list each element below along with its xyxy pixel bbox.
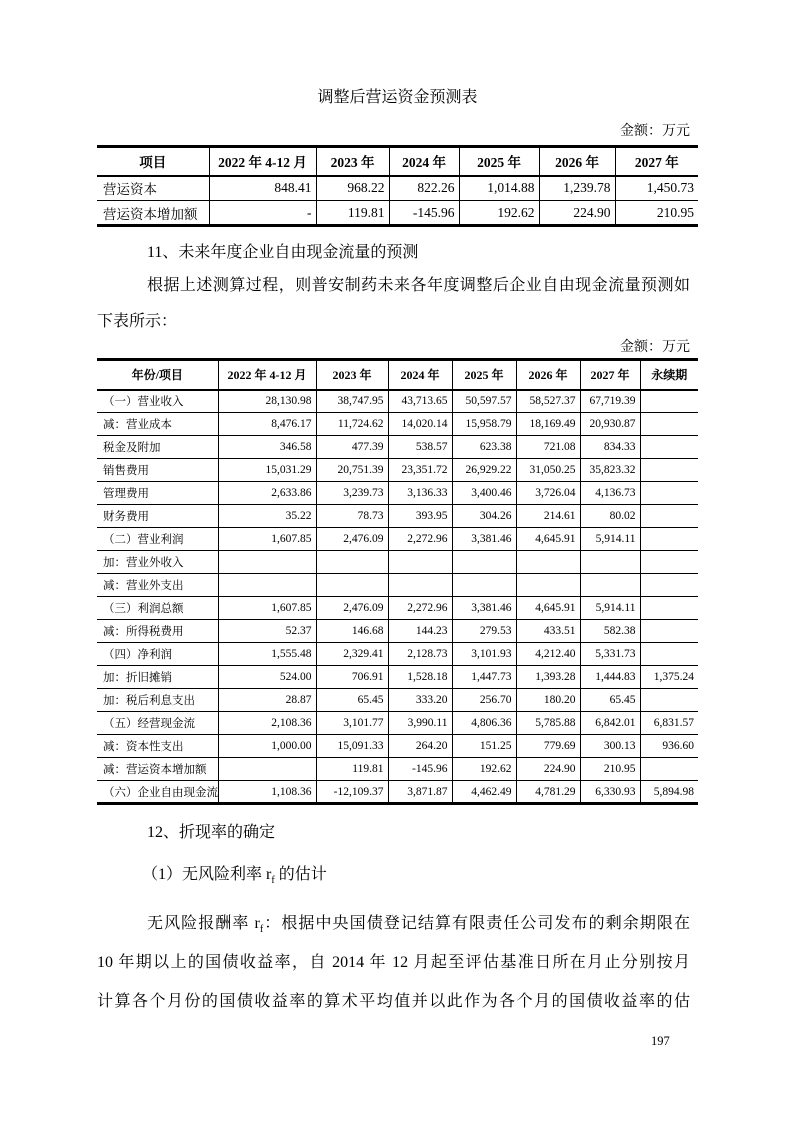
cell-value: 58,527.37 bbox=[516, 390, 580, 413]
cell-value: 3,990.11 bbox=[388, 712, 452, 735]
cell-value: 2,272.96 bbox=[388, 528, 452, 551]
cell-value: 224.90 bbox=[516, 758, 580, 781]
cell-value: -145.96 bbox=[388, 758, 452, 781]
table-row bbox=[97, 505, 698, 528]
cell-value: 180.20 bbox=[516, 689, 580, 712]
row-label: 销售费用 bbox=[97, 459, 218, 482]
row-label: 减：资本性支出 bbox=[97, 735, 218, 758]
cell-value: 146.68 bbox=[316, 620, 388, 643]
row-label: 加：折旧摊销 bbox=[97, 666, 218, 689]
cell-value: 15,031.29 bbox=[218, 459, 316, 482]
cell-value: 304.26 bbox=[452, 505, 516, 528]
cell-value: 119.81 bbox=[316, 758, 388, 781]
cell-value: 210.95 bbox=[615, 201, 698, 226]
row-label: 减：营业外支出 bbox=[97, 574, 218, 597]
table-row bbox=[97, 413, 698, 436]
subsection-heading-risk-free-rate bbox=[97, 864, 698, 886]
cell-value: 1,607.85 bbox=[218, 597, 316, 620]
cell-value: 26,929.22 bbox=[452, 459, 516, 482]
cell-value: 1,607.85 bbox=[218, 528, 316, 551]
table-row bbox=[97, 176, 698, 201]
cell-value: 433.51 bbox=[516, 620, 580, 643]
cell-value bbox=[640, 413, 698, 436]
table-row bbox=[97, 436, 698, 459]
cell-value: 3,101.93 bbox=[452, 643, 516, 666]
cell-value: 279.53 bbox=[452, 620, 516, 643]
cell-value: 3,381.46 bbox=[452, 597, 516, 620]
cell-value: 4,645.91 bbox=[516, 597, 580, 620]
row-label: （四）净利润 bbox=[97, 643, 218, 666]
cell-value: 822.26 bbox=[389, 176, 459, 201]
cell-value: 78.73 bbox=[316, 505, 388, 528]
cell-value: 65.45 bbox=[316, 689, 388, 712]
cell-value: 4,806.36 bbox=[452, 712, 516, 735]
cell-value bbox=[218, 574, 316, 597]
unit-label-top: 金额：万元 bbox=[620, 124, 690, 139]
cell-value bbox=[640, 505, 698, 528]
cell-value: 192.62 bbox=[452, 758, 516, 781]
cell-value: 346.58 bbox=[218, 436, 316, 459]
cell-value: 936.60 bbox=[640, 735, 698, 758]
row-label: 减：所得税费用 bbox=[97, 620, 218, 643]
cell-value: 35,823.32 bbox=[580, 459, 640, 482]
table-row bbox=[97, 201, 698, 226]
cell-value bbox=[388, 551, 452, 574]
column-header: 项目 bbox=[97, 147, 209, 176]
cell-value: 1,108.36 bbox=[218, 781, 316, 804]
cell-value: 968.22 bbox=[316, 176, 389, 201]
cell-value: 3,871.87 bbox=[388, 781, 452, 804]
table-row bbox=[97, 666, 698, 689]
column-header: 2024 年 bbox=[389, 147, 459, 176]
cell-value: 1,239.78 bbox=[539, 176, 615, 201]
table-row bbox=[97, 781, 698, 804]
cell-value: 834.33 bbox=[580, 436, 640, 459]
cell-value bbox=[640, 459, 698, 482]
cell-value: 256.70 bbox=[452, 689, 516, 712]
row-label: 管理费用 bbox=[97, 482, 218, 505]
row-label: 减：营业成本 bbox=[97, 413, 218, 436]
cell-value: 8,476.17 bbox=[218, 413, 316, 436]
cell-value: 6,831.57 bbox=[640, 712, 698, 735]
cell-value: 3,239.73 bbox=[316, 482, 388, 505]
column-header: 永续期 bbox=[640, 360, 698, 390]
cell-value bbox=[316, 574, 388, 597]
cell-value: 4,645.91 bbox=[516, 528, 580, 551]
cell-value: 18,169.49 bbox=[516, 413, 580, 436]
cell-value: 779.69 bbox=[516, 735, 580, 758]
working-capital-table bbox=[97, 145, 698, 227]
cell-value: 119.81 bbox=[316, 201, 389, 226]
cell-value: 1,450.73 bbox=[615, 176, 698, 201]
cell-value: 15,091.33 bbox=[316, 735, 388, 758]
cell-value: 4,136.73 bbox=[580, 482, 640, 505]
cell-value bbox=[640, 620, 698, 643]
cell-value bbox=[640, 643, 698, 666]
cell-value: 582.38 bbox=[580, 620, 640, 643]
cell-value: 3,726.04 bbox=[516, 482, 580, 505]
row-label: 营运资本 bbox=[97, 176, 209, 201]
column-header: 2022 年 4-12 月 bbox=[218, 360, 316, 390]
cell-value: 2,476.09 bbox=[316, 597, 388, 620]
column-header: 2027 年 bbox=[615, 147, 698, 176]
rf-paragraph-line-3: 计算各个月份的国债收益率的算术平均值并以此作为各个月的国债收益率的估 bbox=[97, 993, 690, 1010]
row-label: 营运资本增加额 bbox=[103, 206, 198, 222]
cell-value: 623.38 bbox=[452, 436, 516, 459]
unit-label-middle: 金额：万元 bbox=[620, 340, 690, 355]
table-row bbox=[97, 551, 698, 574]
cell-value: 11,724.62 bbox=[316, 413, 388, 436]
column-header: 2025 年 bbox=[452, 360, 516, 390]
cell-value bbox=[516, 551, 580, 574]
column-header: 2024 年 bbox=[388, 360, 452, 390]
row-label: （六）企业自由现金流 bbox=[103, 786, 218, 799]
cell-value: 28,130.98 bbox=[218, 390, 316, 413]
row-label: 财务费用 bbox=[97, 505, 218, 528]
column-header: 2022 年 4-12 月 bbox=[209, 147, 316, 176]
table-row bbox=[97, 574, 698, 597]
paragraph-text-suffix: ：根据中央国债登记结算有限责任公司发布的剩余期限在 bbox=[263, 915, 690, 932]
cell-value: 5,914.11 bbox=[580, 528, 640, 551]
rf-paragraph-line-1 bbox=[97, 904, 690, 943]
cell-value: 333.20 bbox=[388, 689, 452, 712]
cell-value: 1,447.73 bbox=[452, 666, 516, 689]
cell-value: 1,528.18 bbox=[388, 666, 452, 689]
intro-paragraph-line-1: 根据上述测算过程，则普安制药未来各年度调整后企业自由现金流量预测如 bbox=[147, 277, 690, 294]
cell-value bbox=[452, 574, 516, 597]
row-label: 加：营业外收入 bbox=[97, 551, 218, 574]
section-heading-12: 12、折现率的确定 bbox=[147, 824, 276, 841]
page-number: 197 bbox=[651, 1034, 670, 1048]
cell-value: 28.87 bbox=[218, 689, 316, 712]
cell-value: 67,719.39 bbox=[580, 390, 640, 413]
cell-value bbox=[580, 551, 640, 574]
risk-free-rate-paragraph bbox=[97, 904, 698, 1021]
section-heading-11: 11、未来年度企业自由现金流量的预测 bbox=[147, 244, 419, 261]
cell-value: 300.13 bbox=[580, 735, 640, 758]
cell-value: 65.45 bbox=[580, 689, 640, 712]
rf-paragraph-line-2: 10 年期以上的国债收益率，自 2014 年 12 月起至评估基准日所在月止分别按月 bbox=[97, 954, 690, 971]
cell-value bbox=[218, 551, 316, 574]
cell-value bbox=[452, 551, 516, 574]
column-header: 2023 年 bbox=[316, 147, 389, 176]
cell-value: 1,375.24 bbox=[640, 666, 698, 689]
cell-value: 6,842.01 bbox=[580, 712, 640, 735]
cell-value: 52.37 bbox=[218, 620, 316, 643]
cell-value: 1,000.00 bbox=[218, 735, 316, 758]
free-cash-flow-table bbox=[97, 358, 698, 805]
cell-value: 224.90 bbox=[539, 201, 615, 226]
column-header: 2026 年 bbox=[539, 147, 615, 176]
cell-value bbox=[640, 574, 698, 597]
cell-value: 538.57 bbox=[388, 436, 452, 459]
cell-value: 2,272.96 bbox=[388, 597, 452, 620]
row-label: （二）营业利润 bbox=[97, 528, 218, 551]
heading-text-prefix: （1）无风险利率 r bbox=[142, 866, 272, 883]
table-row bbox=[97, 528, 698, 551]
cell-value: 477.39 bbox=[316, 436, 388, 459]
cell-value: 2,633.86 bbox=[218, 482, 316, 505]
table-row bbox=[97, 597, 698, 620]
cell-value bbox=[516, 574, 580, 597]
cell-value: 35.22 bbox=[218, 505, 316, 528]
cell-value: 192.62 bbox=[459, 201, 539, 226]
cell-value: 144.23 bbox=[388, 620, 452, 643]
cell-value: 15,958.79 bbox=[452, 413, 516, 436]
subscript-f: f bbox=[271, 875, 275, 887]
cell-value: 2,108.36 bbox=[218, 712, 316, 735]
column-header: 2023 年 bbox=[316, 360, 388, 390]
cell-value: 3,381.46 bbox=[452, 528, 516, 551]
cell-value bbox=[316, 551, 388, 574]
table-row bbox=[97, 712, 698, 735]
cell-value: 5,785.88 bbox=[516, 712, 580, 735]
page-title: 调整后营运资金预测表 bbox=[317, 89, 478, 106]
cell-value bbox=[640, 528, 698, 551]
cell-value: 2,128.73 bbox=[388, 643, 452, 666]
cell-value: 80.02 bbox=[580, 505, 640, 528]
table-row bbox=[97, 390, 698, 413]
cell-value: 1,014.88 bbox=[459, 176, 539, 201]
cell-value bbox=[640, 551, 698, 574]
cell-value: 3,136.33 bbox=[388, 482, 452, 505]
row-label: （五）经营现金流 bbox=[97, 712, 218, 735]
table-row bbox=[97, 643, 698, 666]
cell-value bbox=[640, 689, 698, 712]
intro-paragraph-line-2: 下表所示： bbox=[97, 313, 178, 330]
paragraph-text-prefix: 无风险报酬率 r bbox=[147, 915, 260, 932]
column-header: 2026 年 bbox=[516, 360, 580, 390]
cell-value: 14,020.14 bbox=[388, 413, 452, 436]
cell-value: 4,212.40 bbox=[516, 643, 580, 666]
cell-value: -145.96 bbox=[389, 201, 459, 226]
cell-value bbox=[218, 758, 316, 781]
cell-value: 20,751.39 bbox=[316, 459, 388, 482]
cell-value: 4,781.29 bbox=[516, 781, 580, 804]
table-row bbox=[97, 735, 698, 758]
cell-value bbox=[640, 758, 698, 781]
table-row bbox=[97, 758, 698, 781]
cell-value bbox=[640, 390, 698, 413]
column-header: 2027 年 bbox=[580, 360, 640, 390]
table-row bbox=[97, 620, 698, 643]
cell-value: 848.41 bbox=[209, 176, 316, 201]
intro-paragraph bbox=[97, 268, 698, 340]
cell-value: 43,713.65 bbox=[388, 390, 452, 413]
cell-value: 151.25 bbox=[452, 735, 516, 758]
cell-value: 1,393.28 bbox=[516, 666, 580, 689]
cell-value bbox=[388, 574, 452, 597]
cell-value: 5,914.11 bbox=[580, 597, 640, 620]
row-label: （一）营业收入 bbox=[97, 390, 218, 413]
table-row bbox=[97, 459, 698, 482]
row-label: 减：营运资本增加额 bbox=[97, 758, 218, 781]
cell-value: 5,894.98 bbox=[640, 781, 698, 804]
cell-value: 393.95 bbox=[388, 505, 452, 528]
table-row bbox=[97, 689, 698, 712]
cell-value: 264.20 bbox=[388, 735, 452, 758]
row-label: （三）利润总额 bbox=[97, 597, 218, 620]
subscript-f: f bbox=[259, 924, 264, 936]
heading-text-suffix: 的估计 bbox=[274, 866, 327, 883]
page-content bbox=[0, 88, 793, 1021]
cell-value: 50,597.57 bbox=[452, 390, 516, 413]
cell-value: 6,330.93 bbox=[580, 781, 640, 804]
cell-value: 2,476.09 bbox=[316, 528, 388, 551]
cell-value: 31,050.25 bbox=[516, 459, 580, 482]
table-header-row bbox=[97, 147, 698, 176]
cell-value: 20,930.87 bbox=[580, 413, 640, 436]
row-label: 税金及附加 bbox=[97, 436, 218, 459]
cell-value bbox=[580, 574, 640, 597]
cell-value: 4,462.49 bbox=[452, 781, 516, 804]
column-header: 年份/项目 bbox=[97, 360, 218, 390]
cell-value: 5,331.73 bbox=[580, 643, 640, 666]
cell-value: 214.61 bbox=[516, 505, 580, 528]
cell-value: - bbox=[209, 201, 316, 226]
cell-value: 3,400.46 bbox=[452, 482, 516, 505]
cell-value bbox=[640, 436, 698, 459]
cell-value: 38,747.95 bbox=[316, 390, 388, 413]
cell-value: 210.95 bbox=[580, 758, 640, 781]
table-header-row bbox=[97, 360, 698, 390]
cell-value bbox=[640, 482, 698, 505]
cell-value: 1,444.83 bbox=[580, 666, 640, 689]
cell-value: 2,329.41 bbox=[316, 643, 388, 666]
cell-value: 3,101.77 bbox=[316, 712, 388, 735]
column-header: 2025 年 bbox=[459, 147, 539, 176]
cell-value: 524.00 bbox=[218, 666, 316, 689]
table-row bbox=[97, 482, 698, 505]
row-label: 加：税后利息支出 bbox=[97, 689, 218, 712]
cell-value: -12,109.37 bbox=[316, 781, 388, 804]
cell-value: 721.08 bbox=[516, 436, 580, 459]
cell-value bbox=[640, 597, 698, 620]
cell-value: 1,555.48 bbox=[218, 643, 316, 666]
cell-value: 23,351.72 bbox=[388, 459, 452, 482]
cell-value: 706.91 bbox=[316, 666, 388, 689]
